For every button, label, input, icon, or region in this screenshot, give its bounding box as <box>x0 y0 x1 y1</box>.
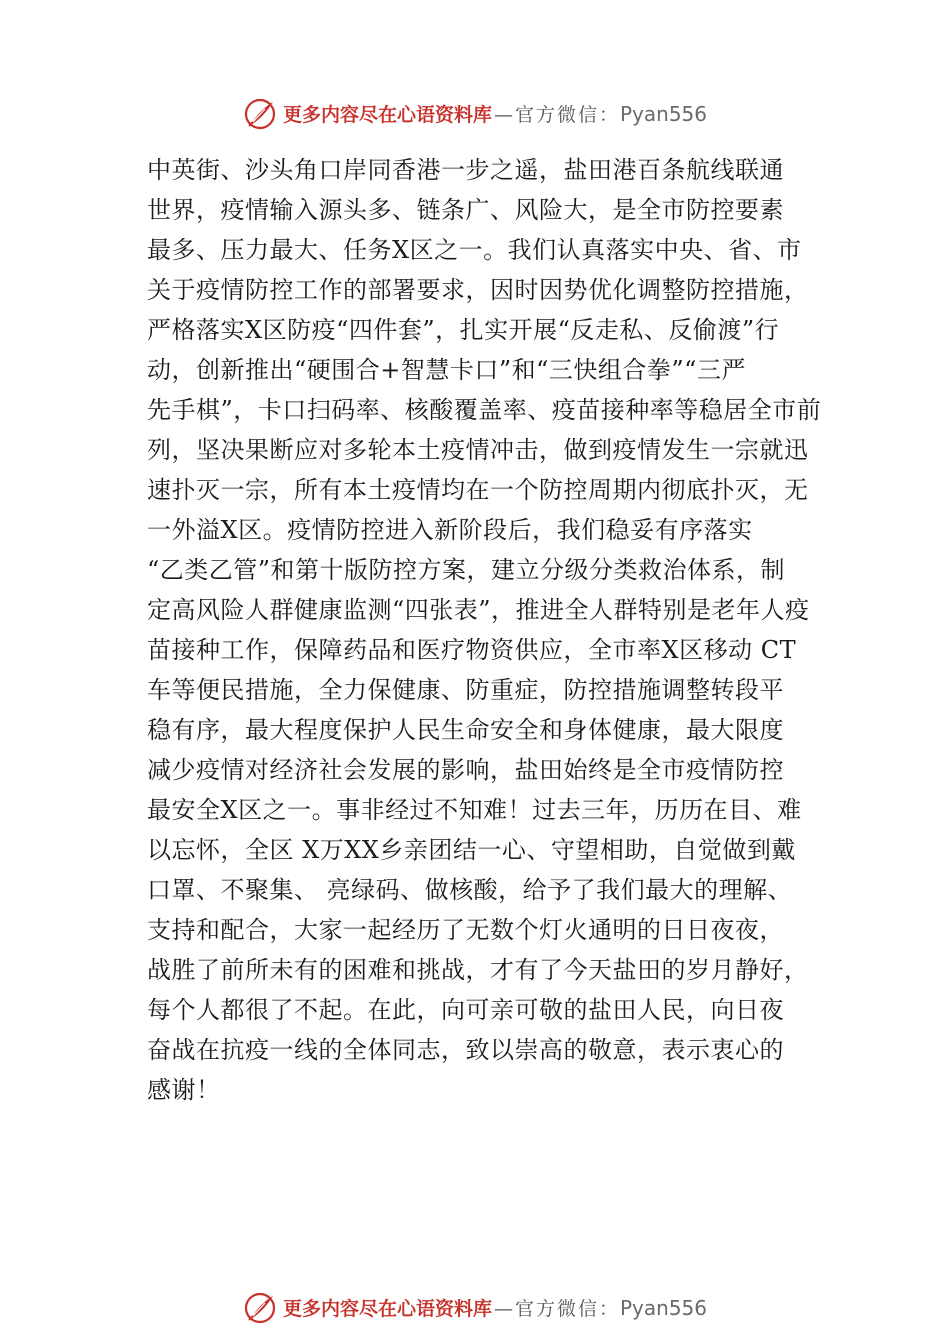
footer-banner <box>0 1288 950 1328</box>
text-line: 口罩、不聚集、 亮绿码、做核酸，给予了我们最大的理解、 <box>147 876 793 904</box>
text-line: 支持和配合，大家一起经历了无数个灯火通明的日日夜夜， <box>147 916 784 944</box>
text-line: 稳有序，最大程度保护人民生命安全和身体健康，最大限度 <box>147 716 784 744</box>
text-line: 定高风险人群健康监测“四张表”，推进全人群特别是老年人疫 <box>147 596 810 624</box>
banner-brand: 更多内容尽在心语资料库 <box>282 1297 492 1320</box>
text-line: “乙类乙管”和第十版防控方案，建立分级分类救治体系，制 <box>147 556 786 584</box>
banner-handle: Pyan556 <box>620 101 708 126</box>
text-line: 列，坚决果断应对多轮本土疫情冲击，做到疫情发生一宗就迅 <box>147 436 809 464</box>
quill-pen-logo-icon <box>243 97 277 131</box>
banner-brand: 更多内容尽在心语资料库 <box>282 103 492 126</box>
quill-pen-logo-icon <box>243 1291 277 1325</box>
text-line: 最安全X区之一。事非经过不知难！过去三年，历历在目、难 <box>147 796 802 824</box>
text-line: 战胜了前所未有的困难和挑战，才有了今天盐田的岁月静好， <box>147 956 809 984</box>
text-line: 车等便民措施，全力保健康、防重症，防控措施调整转段平 <box>147 676 784 704</box>
banner-label: 官方微信： <box>514 103 620 126</box>
text-line: 每个人都很了不起。在此，向可亲可敬的盐田人民，向日夜 <box>147 996 784 1024</box>
text-line: 动，创新推出“硬围合+智慧卡口”和“三快组合拳”“三严 <box>147 356 746 384</box>
text-line: 速扑灭一宗，所有本土疫情均在一个防控周期内彻底扑灭，无 <box>147 476 809 504</box>
text-line: 以忘怀，全区 X万XX乡亲团结一心、守望相助，自觉做到戴 <box>147 836 796 864</box>
text-line: 严格落实X区防疫“四件套”，扎实开展“反走私、反偷渡”行 <box>147 316 780 344</box>
banner-handle: Pyan556 <box>620 1295 708 1320</box>
text-line: 世界，疫情输入源头多、链条广、风险大，是全市防控要素 <box>147 196 784 224</box>
banner-separator: — <box>493 103 513 126</box>
banner-label: 官方微信： <box>514 1297 620 1320</box>
text-line: 一外溢X区。疫情防控进入新阶段后，我们稳妥有序落实 <box>147 516 753 544</box>
document-body <box>147 150 822 1110</box>
text-line: 关于疫情防控工作的部署要求，因时因势优化调整防控措施， <box>147 276 809 304</box>
text-line: 先手棋”，卡口扫码率、核酸覆盖率、疫苗接种率等稳居全市前 <box>147 396 822 424</box>
text-line: 减少疫情对经济社会发展的影响，盐田始终是全市疫情防控 <box>147 756 784 784</box>
text-line: 感谢！ <box>147 1076 221 1104</box>
text-line: 苗接种工作，保障药品和医疗物资供应，全市率X区移动 CT <box>147 636 797 664</box>
text-line: 最多、压力最大、任务X区之一。我们认真落实中央、省、市 <box>147 236 802 264</box>
banner-separator: — <box>493 1297 513 1320</box>
header-banner <box>0 94 950 134</box>
text-line: 奋战在抗疫一线的全体同志，致以崇高的敬意，表示衷心的 <box>147 1036 784 1064</box>
text-line: 中英街、沙头角口岸同香港一步之遥，盐田港百条航线联通 <box>147 156 784 184</box>
